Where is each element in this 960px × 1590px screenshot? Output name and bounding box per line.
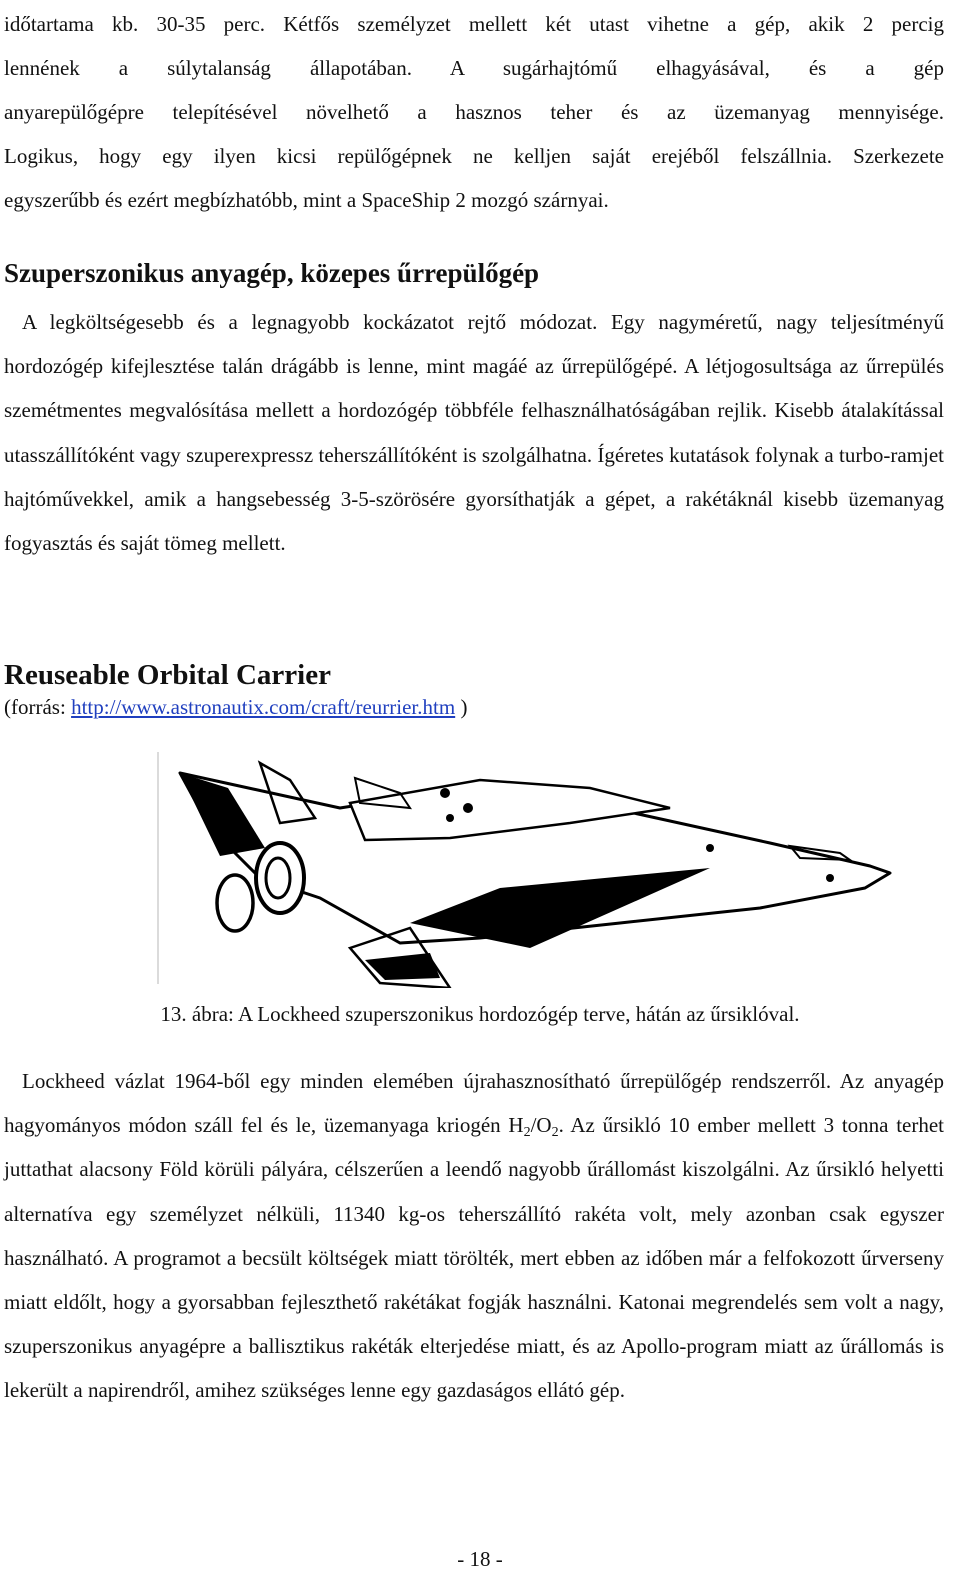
- figure-caption: 13. ábra: A Lockheed szuperszonikus hordozógép terve, hátán az űrsiklóval.: [160, 1002, 800, 1026]
- intro-line-1: időtartama kb. 30-35 perc. Kétfős személyzet mellett két utast vihetne a gép, akik 2 percig: [4, 12, 944, 36]
- intro-line-3: anyarepülőgépre telepítésével növelhető a hasznos teher és az üzemanyag mennyisége.: [4, 100, 944, 124]
- subscript-h2: 2: [523, 1125, 531, 1141]
- paragraph-part-1: Lockheed vázlat 1964-ből egy minden elemében újrahasznosítható űrrepülőgép rendszerről. Az anyagép hagyományos módon száll fel és le, üzemanyaga kriogén H: [4, 1069, 944, 1138]
- lockheed-carrier-drawing: [150, 748, 910, 988]
- section-heading-supersonic: Szuperszonikus anyagép, közepes űrrepülőgép: [4, 258, 540, 288]
- source-line: [4, 692, 467, 722]
- source-link[interactable]: http://www.astronautix.com/craft/reurrier.htm: [71, 695, 456, 719]
- section-supersonic-body: A legköltségesebb és a legnagyobb kockázatot rejtő módozat. Egy nagyméretű, nagy teljesítményű hordozógép kifejlesztése talán drágább is lenne, mint magáé az űrrepülőgépé. A létjogosultsága az űrrepülés szemétmentes megvalósítása mellett a hordozógép többféle felhasználhatóságában rejlik. Kisebb átalakítással utasszállítóként vagy szuperexpressz teherszállítóként is szolgálhatna. Ígéretes kutatások folynak a turbo-ramjet hajtóművekkel, amik a hangsebesség 3-5-szörösére gyorsíthatják a gépet, a rakétáknál kisebb üzemanyag fogyasztás és saját tömeg mellett.: [4, 310, 944, 556]
- source-prefix: (forrás:: [4, 695, 72, 719]
- page-number: - 18 -: [457, 1547, 503, 1571]
- lockheed-paragraph: [4, 1059, 944, 1413]
- section-heading-orbital-carrier: Reuseable Orbital Carrier: [4, 659, 331, 691]
- paragraph-part-3: . Az űrsikló 10 ember mellett 3 tonna terhet juttathat alacsony Föld körüli pályára, célszerűen a leendő nagyobb űrállomást kiszolgálni. Az űrsikló helyetti alternatíva egy személyzet nélküli, 11340 kg-os teherszállító rakéta volt, mely azonban csak egyszer használható. A programot a becsült költségek miatt törölték, mert ebben az időben már a felfokozott űrverseny miatt eldőlt, hogy a gyorsabban fejleszthető rakétákat fogják használni. Katonai megrendelés sem volt a nagy, szuperszonikus anyagépre a ballisztikus rakéták elterjedése miatt, és az Apollo-program miatt az űrállomás is lekerült a napirendről, amihez szükséges lenne egy gazdaságos ellátó gép.: [4, 1113, 945, 1403]
- intro-line-4: Logikus, hogy egy ilyen kicsi repülőgépnek ne kelljen saját erejéből felszállnia. Szerkezete: [4, 144, 944, 168]
- intro-line-5: egyszerűbb és ezért megbízhatóbb, mint a SpaceShip 2 mozgó szárnyai.: [4, 188, 609, 212]
- source-suffix: ): [455, 695, 468, 719]
- subscript-o2: 2: [551, 1125, 559, 1141]
- paragraph-part-2: /O: [530, 1113, 552, 1138]
- intro-line-2: lennének a súlytalanság állapotában. A sugárhajtómű elhagyásával, és a gép: [4, 56, 944, 80]
